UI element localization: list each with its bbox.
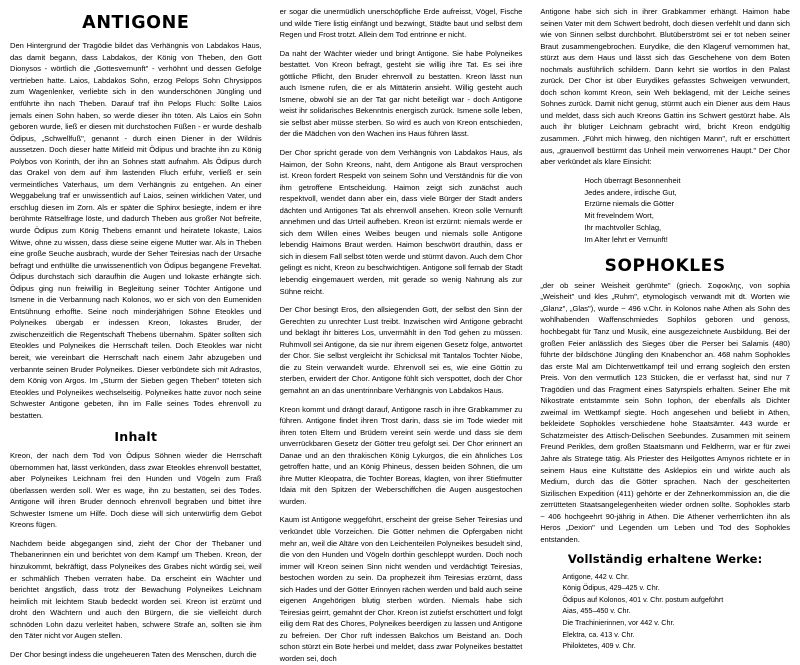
list-item: Antigone, 442 v. Chr. (562, 571, 629, 581)
text-column-left (10, 6, 271, 659)
three-column-layout (10, 6, 790, 663)
verse-line: Mit frevelndem Wort, (584, 211, 654, 221)
list-item: König Ödipus, 429–425 v. Chr. (562, 583, 660, 593)
chorus-verse-block (540, 175, 790, 246)
list-item: Aias, 455–450 v. Chr. (562, 606, 631, 616)
verse-line: Jedes andere, irdische Gut, (584, 187, 677, 197)
paragraph-middle-2: Da naht der Wächter wieder und bringt Antigone. Sie habe Polyneikes bestattet. Von Kreon befragt, gesteht sie willig ihre Tat. Es sei ihre göttliche Pflicht, den Bruder ehrenvoll zu bestatten. Kreon lässt nun auch Ismene rufen, die er als Mittäterin ansieht. Willig gesteht auch Ismene, obwohl sie an der Tat gar nicht beteiligt war - doch Antigone weist ihr solidarisches Bekenntnis energisch zurück. Ismene solle leben, sie selbst aber müsse sterben. So wird es auch von Kreon entschieden, der die Mädchen von den Wachen ins Haus führen lässt. (279, 48, 523, 139)
section-heading-inhalt: Inhalt (114, 429, 158, 445)
list-item: Die Trachinierinnen, vor 442 v. Chr. (562, 617, 675, 627)
verse-line: Hoch überragt Besonnenheit (584, 175, 681, 185)
verse-line: Erzürne niemals die Götter (584, 199, 675, 209)
page-title: ANTIGONE (82, 13, 190, 33)
paragraph-biography: „der ob seiner Weisheit gerühmte" (griech. Σοφοκλης, von sophia „Weisheit" und kles „Ruhm", etymologisch verwandt mit dt. Worten wie „Glanz", „Glas"), wurde ~ 496 v.Chr. in Kolonos nahe Athen als Sohn des wohlhabenden Waffenschmiedes Sophilos geboren und genoss, hochbegabt für Tanz und Musik, eine ausgezeichnete Ausbildung. Bei der großen Feier anlässlich des Sieges über die Perser bei Salamis (480) führte der bildschöne Jüngling den Knabenchor an. 468 nahm Sophokles das erste Mal am Dichterwettkampf teil und errang sogleich den ersten Preis. Von den vermutlich 123 Stücken, die er verfasst hat, sind nur 7 Tragödien und das Fragment eines Satyrspiels erhalten. Seiner Ehe mit Nikostrate entstammte sein Sohn Iophon, der ebenfalls als Dichter zweimal im Wettkampf siegte. Hoch angesehen und beliebt in Athen, bekleidete Sophokles verschiedene hohe Staatsämter. 443 wurde er Schatzmeister des Attisch-Delischen Seebundes. Zusammen mit seinem Freund Perikles, dem großen Staatsmann und Feldherrn, war er für zwei Jahre als Stratege tätig. Als Priester des Heilgottes Amynos richtete er in seinem Haus eine Kultstätte des Asklepios ein und wirkte auch als Medium, durch das die Götter sprachen. Nach der gescheiterten Sizilischen Expedition (411) gehörte er der Zehnerkommission an, die die zerrütteten Staatsangelegenheiten wieder ordnen sollte. Sophokles starb ~ 406 hochgeehrt 90-jährig in Athen. Die Athener verherrlichten ihn als Heros „Dexion" und Legenden um Leben und Tod des Sophokles entstanden. (540, 280, 790, 544)
paragraph-middle-4: Der Chor besingt Eros, den allsiegenden Gott, der selbst den Sinn der Gerechten zu unrechter Lust treibt. Inzwischen wird Antigone gebracht und beklagt ihr bitteres Los, unvermählt in den Tod gehen zu müssen. Ruhmvoll sei Antigone, da sie nur ihrem eigenen Gesetz folge, antwortet der Chor. Sie selbst vergleicht ihr Schicksal mit Tantalos Tochter Niobe, die zu Stein verwandelt wurde. Ehrenvoll sei es, wie eine Göttin zu sterben, erwidert der Chor. Antigone fühlt sich verspottet, doch der Chor gemahnt an an das unentrinnbare Verhängnis von Labdakos Haus. (279, 305, 523, 395)
paragraph-inhalt-2: Nachdem beide abgegangen sind, zieht der Chor der Thebaner und Thebanerinnen ein und berichtet von dem Kampf um Theben. Kreon, der hinzukommt, bekräftigt, dass Polyneikes des Grabes nicht würdig sei, weil er schmählich Theben verraten habe. Da erscheint ein Wächter und berichtet ängstlich, dass trotz der Bewachung Polyneikes Leichnam heimlich mit leichtem Staub bedeckt worden sei. Kreon ist erzürnt und droht den Wächtern und auch den Bürgern, die sie vielleicht durch schnöden Lohn dazu verleitet haben, schwere Strafe an, sollten sie ihm den Täter nicht vor Augen stellen. (10, 538, 262, 641)
list-item: Philoktetes, 409 v. Chr. (562, 641, 636, 651)
text-column-middle (271, 6, 532, 663)
paragraph-middle-5: Kreon kommt und drängt darauf, Antigone rasch in ihre Grabkammer zu führen. Antigone findet ihren Trost darin, dass sie im Tode wieder mit ihren toten Eltern und Brüdern vereint sein werde und dass sie dem unverrückbaren Gesetz der Götter treu gefolgt sei. Der Chor erinnert an Danae und an den thrakischen König Lykurgos, die ein ähnliches Los getroffen hatte, und an König Phineus, dessen beiden Söhnen, die um ihre Mutter Kleopatra, die Tochter Boreas, klagten, von ihrer Stiefmutter Idaia mit den Spitzen der Weberschiffchen die Augen ausgestochen wurden. (279, 404, 523, 506)
works-list (540, 571, 790, 652)
section-heading-works: Vollständig erhaltene Werke: (567, 552, 763, 567)
section-heading-sophokles: SOPHOKLES (604, 256, 726, 277)
paragraph-inhalt-1: Kreon, der nach dem Tod von Ödipus Söhnen wieder die Herrschaft übernommen hat, lässt verkünden, dass zwar Eteokles ehrenvoll bestattet, aber Polyneikes Leichnam frei den Hunden und Vögeln zum Fraß überlassen werden soll. Wer es wage, ihn zu bestatten, sei des Todes. Antigone will ihren Bruder dennoch ehrenvoll begraben und bittet ihre Schwester Ismene um Hilfe. Doch diese will sich unterwürfig dem Gebot Kreons fügen. (10, 451, 262, 530)
list-item: Elektra, ca. 413 v. Chr. (562, 629, 635, 639)
text-column-right (531, 6, 790, 651)
paragraph-background: Den Hintergrund der Tragödie bildet das Verhängnis von Labdakos Haus, das damit begann, dass Labdakos, der König von Theben, den Gott Dionysos - wörtlich die „Gottesvernunft" - verhöhnt und dessen Gefolge vertrieben hatte. Laios, Labdakos Sohn, erzog Pelops Sohn Chrysippos zum Wagenlenker, verliebte sich in den wunderschönen Jüngling und entführte ihn nach Theben. Darauf traf ihn Pelops Fluch: Sollte Laios jemals einen Sohn haben, so werde dieser ihn töten. Als Laios ein Sohn geboren wurde, ließ er diesen mit durchstochen Füßen - er wurde deshalb Ödipus, „Schwellfuß", genannt - durch einen Diener in der Wildnis aussetzen. Doch dieser hatte Mitleid mit Ödipus und brachte ihn zu König Polybos von Korinth, der ihn an Sohnes statt aufnahm. Als Ödipus durch das Orakel von dem auf ihm lastenden Fluch erfuhr, verließ er sein vermeintliches Vaterhaus, um dem Verhängnis zu entgehen. An einer Weggabelung traf er unwissentlich auf Laios, seinen wirklichen Vater, und erschlug diesen im Zorn. Als er später die Sphinx besiegte, indem er ihre berühmte Rätselfrage löste, und dadurch Theben aus großer Not befreite, wurde Ödipus zum König Thebens ernannt und heiratete Iokaste, Laios Witwe, ohne zu wissen, dass diese seine eigene Mutter war. Als in Theben eine große Seuche ausbrach, wurde der Seher Teiresias nach der Ursache befragt und enthüllte die unwissenentlich von Ödipus begangene Freveltat. Ödipus durchstach sich daraufhin die Augen und Iokaste erhängte sich. Ödipus ging nun freiwillig in Begleitung seiner Töchter Antigone und Ismene in die Verbannung nach Kolonos, wo er sich von den Eumeniden Entsühnung erhoffte. Seine noch minderjährigen Söhne Eteokles und Polyneikes übergab er indessen Kreon, Iokastes Bruder, der zwischenzeitlich die Regentschaft Thebens übernahm. Später sollten sich Eteokles und Polyneikes die Herrschaft teilen. Doch Eteokles war nicht bereit, wie vereinbart die Herrschaft nach einem Jahr abzugeben und verbannte seinen Bruder Polyneikes. Dieser verbündete sich mit Adrastos, dem König von Argos. Im „Sturm der Sieben gegen Theben" töteten sich Eteokles und Polyneikes wechselseitig. Polyneikes hatte zuvor noch seine Schwester Antigone gebeten, ihn im Falle seines Todes ehrenvoll zu bestatten. (10, 41, 262, 420)
list-item: Ödipus auf Kolonos, 401 v. Chr. postum aufgeführt (562, 594, 724, 604)
paragraph-middle-1: er sogar die unermüdlich unerschöpfliche Erde aufreisst, Vögel, Fische und wilde Tiere listig einfängt und bezwingt, Städte baut und selbst dem Regen und Frost trotzt. Allein dem Tod entrinne er nicht. (279, 7, 523, 40)
verse-line: Im Alter lehrt er Vernunft! (584, 235, 668, 245)
paragraph-middle-3: Der Chor spricht gerade von dem Verhängnis von Labdakos Haus, als Haimon, der Sohn Kreons, naht, dem Antigone als Braut versprochen ist. Kreon fordert Respekt von seinem Sohn und Verständnis für die von ihm getroffene Entscheidung. Haimon zeigt sich zunächst auch respektvoll, wendet dann aber ein, dass viele Bürger der Stadt anders dächten und Antigones Tat als ehrenvoll ansehen. Kreon solle Vernunft annehmen und das Urteil aufheben. Kreon ist erzürnt: niemals werde er sich dem Willen eines Weibes beugen und niemals solle Antigone lebendig Haimons Braut werden. Haimon beschwört drauthin, dass er sich in diesem Fall selbst töten werde und stürmt davon. Auch dem Chor gelingt es nicht, Kreon zu beschwichtigen. Antigone soll fernab der Stadt lebendig eingemauert werden, mit gerade so wenig Nahrung als zur Sühne reicht. (279, 148, 523, 296)
paragraph-inhalt-3: Der Chor besingt indess die ungeheueren Taten des Menschen, durch die (10, 649, 257, 659)
paragraph-middle-6: Kaum ist Antigone weggeführt, erscheint der greise Seher Teiresias und verkündet üble Vorzeichen. Die Götter nehmen die Opfergaben nicht mehr an, weil die Altäre von den Leichenteilen Polyneikes besudelt sind, die von den Hunden und Vögeln dorthin geschleppt wurden. Doch noch immer will Kreon seinen Sinn nicht wenden und verdächtigt Teiresias, bestochen worden zu sein. Da prophezeit ihm Teiresias erzürnt, dass sich Hades und der Götter Erinnyen rächen werden und bald auch seine eigenen Angehörigen blutig sterben würden. Niemals habe sich Teiresias geirrt, gemahnt der Chor. Kreon ist zutiefst erschüttert und folgt eilig dem Rat des Chores, Polyneikes beerdigen zu lassen und Antigone zu befreien. Der Chor ruft indessen Bakchos um Beistand an. Doch schon stürzt ein Bote herbei und meldet, dass zwar Polyneikes bestattet worden sei, doch (279, 515, 523, 663)
verse-line: Ihr machtvoller Schlag, (584, 223, 662, 233)
paragraph-right-1: Antigone habe sich sich in ihrer Grabkammer erhängt. Haimon habe seinen Vater mit dem Schwert bedroht, doch diesen verfehlt und dann sich wie von Sinnen selbst durchbohrt. Blutüberströmt sei er tot neben seiner Braut zusammengebrochen. Eurydike, die den Klageruf vernommen hat, stürzt aus dem Haus und lässt sich das Geschehene von dem Boten nochmals ausführlich schildern. Dann kehrt sie wortlos in den Palast zurück. Der Chor ist über Eurydikes gefasstes Schweigen verwundert, doch schon kommt Kreon, sein Weh beklagend, mit der Leiche seines Sohnes zurück. Damit nicht genug, stürmt auch ein Diener aus dem Haus und meldet, dass sich auch Kreons Gattin ins Schwert gestürzt habe. Als auch ihr blutiger Leichnam gebracht wird, bricht Kreon endgültig zusammen. „Führt mich hinweg, den nichtigen Mann", ruft er erschüttert aus, „grauenvoll bestürmt das Unheil mein verworrenes Haupt." Der Chor aber verkündet als klare Einsicht: (540, 7, 790, 167)
